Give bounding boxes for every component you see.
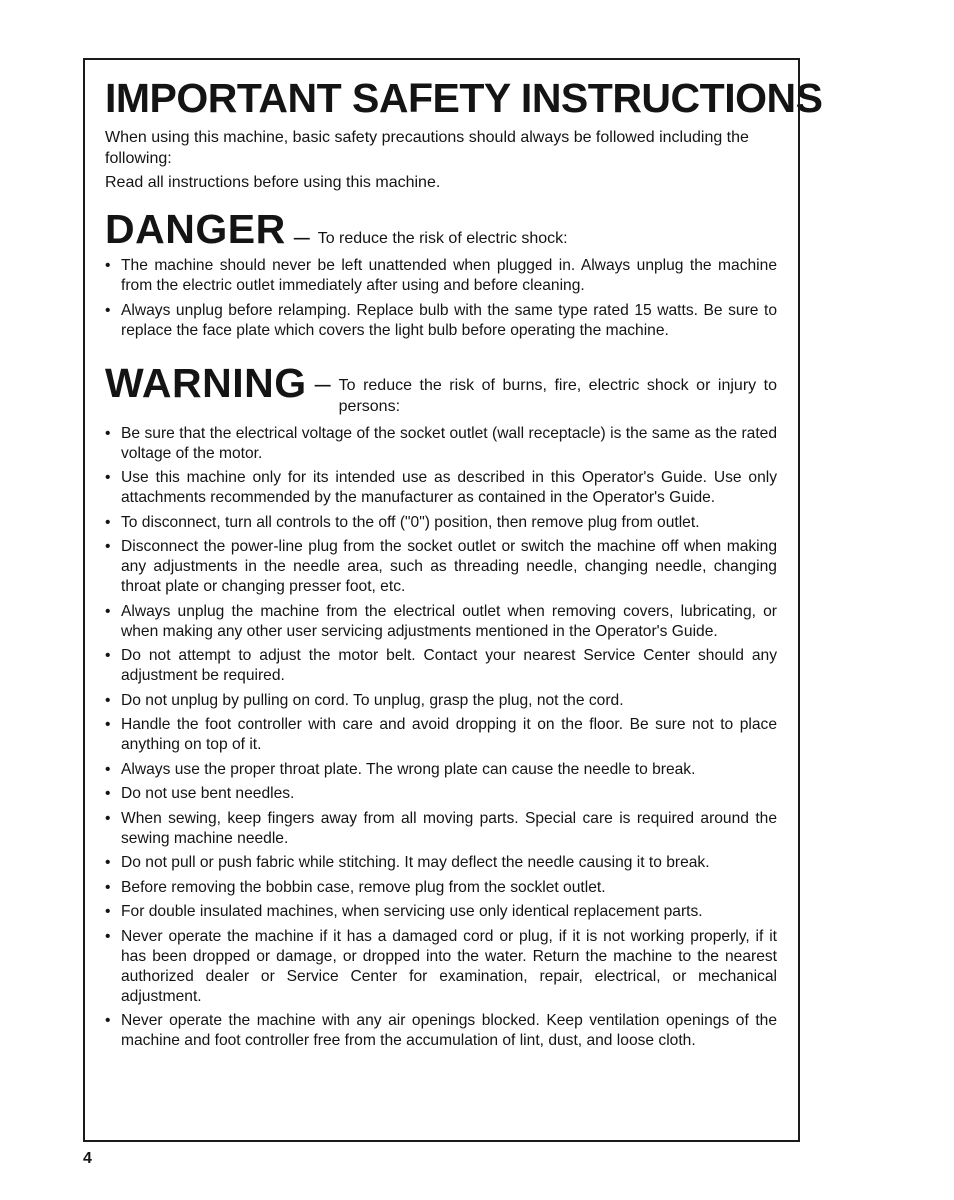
list-item: [105, 301, 777, 341]
list-item-text: When sewing, keep fingers away from all moving parts. Special care is required around the sewing machine needle.: [121, 809, 777, 847]
danger-heading: [105, 206, 777, 252]
bullet-icon: •: [105, 760, 111, 778]
danger-list: [105, 256, 777, 341]
bullet-icon: •: [105, 602, 111, 620]
list-item-text: Do not use bent needles.: [121, 785, 295, 802]
list-item-text: The machine should never be left unattended when plugged in. Always unplug the machine from the electric outlet immediately after using and before cleaning.: [121, 257, 777, 294]
list-item-text: Be sure that the electrical voltage of the socket outlet (wall receptacle) is the same as the rated voltage of the motor.: [121, 424, 777, 462]
list-item-text: Always unplug the machine from the electrical outlet when removing covers, lubricating, or when making any other user servicing adjustments mentioned in the Operator's Guide.: [121, 602, 777, 640]
bullet-icon: •: [105, 716, 111, 733]
bullet-icon: •: [105, 513, 111, 531]
bullet-icon: •: [105, 301, 111, 319]
danger-dash: —: [293, 230, 310, 247]
list-item-text: Do not unplug by pulling on cord. To unplug, grasp the plug, not the cord.: [121, 691, 624, 709]
bullet-icon: •: [105, 785, 111, 802]
list-item-text: Do not attempt to adjust the motor belt. Contact your nearest Service Center should any adjustment be required.: [121, 647, 777, 684]
list-item: [105, 424, 777, 464]
list-item: [105, 537, 777, 597]
list-item-text: Never operate the machine with any air openings blocked. Keep ventilation openings of the machine and foot controller free from the accumulation of lint, dust, and loose cloth.: [121, 1012, 777, 1049]
bullet-icon: •: [105, 1012, 111, 1029]
bullet-icon: •: [105, 903, 111, 920]
bullet-icon: •: [105, 647, 111, 664]
bullet-icon: •: [105, 809, 111, 827]
list-item-text: Never operate the machine if it has a damaged cord or plug, if it is not working properly, if it has been dropped or damage, or dropped into the water. Return the machine to the nearest authorized dealer or Service Center for examination, repair, electrical, or mechanical adjustment.: [121, 927, 777, 1005]
warning-heading: [105, 359, 777, 418]
list-item: [105, 878, 777, 898]
list-item: [105, 513, 777, 533]
bullet-icon: •: [105, 424, 111, 442]
list-item: [105, 927, 777, 1007]
list-item-text: Always unplug before relamping. Replace bulb with the same type rated 15 watts. Be sure to replace the face plate which covers the light bulb before operating the machine.: [121, 301, 777, 339]
list-item: [105, 809, 777, 849]
safety-instructions-content: [105, 70, 823, 1056]
warning-word: WARNING: [105, 359, 307, 406]
bullet-icon: •: [105, 469, 111, 486]
list-item: [105, 691, 777, 711]
list-item: [105, 715, 777, 755]
intro-text: When using this machine, basic safety precautions should always be followed including the following:: [105, 129, 749, 167]
danger-subtitle: To reduce the risk of electric shock:: [317, 230, 568, 247]
list-item: [105, 784, 777, 804]
bullet-icon: •: [105, 854, 111, 871]
list-item: [105, 646, 777, 686]
list-item: [105, 602, 777, 642]
list-item-text: Use this machine only for its intended use as described in this Operator's Guide. Use only attachments recommended by the manufacturer as contained in the Operator's Guide.: [121, 469, 777, 506]
warning-list: [105, 424, 777, 1052]
list-item-text: Handle the foot controller with care and avoid dropping it on the floor. Be sure not to place anything on top of it.: [121, 716, 777, 753]
warning-subtitle: To reduce the risk of burns, fire, electric shock or injury to persons:: [338, 376, 777, 415]
list-item: [105, 256, 777, 296]
list-item-text: Always use the proper throat plate. The wrong plate can cause the needle to break.: [121, 760, 696, 778]
list-item-text: Before removing the bobbin case, remove plug from the socklet outlet.: [121, 878, 606, 896]
bullet-icon: •: [105, 538, 111, 555]
warning-dash: —: [314, 376, 331, 394]
list-item-text: For double insulated machines, when servicing use only identical replacement parts.: [121, 903, 703, 920]
danger-word: DANGER: [105, 206, 286, 252]
list-item-text: Do not pull or push fabric while stitching. It may deflect the needle causing it to break.: [121, 854, 710, 871]
bullet-icon: •: [105, 927, 111, 945]
list-item-text: To disconnect, turn all controls to the off ("0") position, then remove plug from outlet.: [121, 513, 700, 531]
bullet-icon: •: [105, 691, 111, 709]
list-item: [105, 902, 777, 922]
list-item: [105, 760, 777, 780]
page-number: 4: [83, 1150, 92, 1167]
list-item-text: Disconnect the power-line plug from the socket outlet or switch the machine off when making any adjustments in the needle area, such as threading needle, changing needle, changing throat plate or changing presser foot, etc.: [121, 538, 777, 595]
bullet-icon: •: [105, 257, 111, 274]
bullet-icon: •: [105, 878, 111, 896]
list-item: [105, 468, 777, 508]
read-all-text: Read all instructions before using this machine.: [105, 174, 441, 191]
list-item: [105, 853, 777, 873]
list-item: [105, 1011, 777, 1051]
page-title: IMPORTANT SAFETY INSTRUCTIONS: [105, 75, 823, 121]
